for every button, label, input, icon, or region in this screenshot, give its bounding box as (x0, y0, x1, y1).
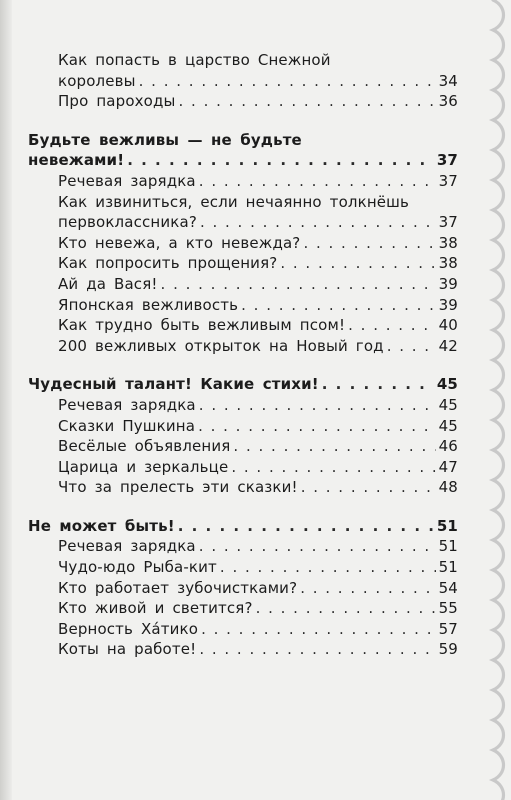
entry-title-text: Кто невежа, а кто невежда? (58, 233, 301, 252)
page-gutter-shadow (0, 0, 12, 800)
toc-entry (28, 336, 458, 357)
entry-title-text: Что за прелесть эти сказки! (58, 478, 298, 497)
page-number: 54 (438, 578, 458, 597)
page-number: 48 (438, 478, 458, 497)
page-number: 57 (438, 619, 458, 638)
dot-leader (199, 536, 436, 557)
toc-entry (28, 416, 458, 437)
toc-section (28, 130, 458, 357)
toc-entry (28, 436, 458, 457)
dot-leader (139, 71, 436, 92)
toc-entry (28, 578, 458, 599)
section-title-text: Не может быть! (28, 516, 175, 535)
entry-title-text: Царица и зеркальце (58, 457, 229, 476)
page-number: 38 (438, 254, 458, 273)
page-number: 39 (438, 295, 458, 314)
section-header (28, 374, 458, 395)
dot-leader (300, 578, 435, 599)
page-number: 45 (438, 395, 458, 414)
toc-entry (28, 395, 458, 416)
dot-leader (348, 315, 435, 336)
toc-entry (28, 315, 458, 336)
toc-line (58, 336, 458, 357)
dot-leader (233, 436, 435, 457)
page-number: 51 (438, 558, 458, 577)
toc-line (58, 91, 458, 112)
toc-line (28, 150, 458, 171)
toc-line (58, 639, 458, 660)
dot-leader (161, 274, 436, 295)
page-number: 45 (436, 375, 458, 394)
toc-section (28, 50, 458, 112)
toc-entry (28, 253, 458, 274)
entry-title-text: Как трудно быть вежливым псом! (58, 316, 346, 335)
entry-title-text: первоклассника? (58, 213, 197, 232)
page-number: 51 (436, 516, 458, 535)
toc-line (58, 212, 458, 233)
page-number: 51 (438, 537, 458, 556)
entry-title-text: Кто работает зубочистками? (58, 578, 298, 597)
entry-title-text: Речевая зарядка (58, 395, 196, 414)
toc-entry (28, 536, 458, 557)
dot-leader (201, 619, 436, 640)
entry-title-text: Японская вежливость (58, 295, 239, 314)
toc-line (58, 295, 458, 316)
section-title-text: Чудесный талант! Какие стихи! (28, 375, 319, 394)
dot-leader (200, 212, 436, 233)
toc-line (58, 315, 458, 336)
toc-entry (28, 639, 458, 660)
section-header (28, 130, 458, 171)
dot-leader (231, 457, 435, 478)
page-number: 37 (438, 213, 458, 232)
page-number: 46 (438, 437, 458, 456)
section-header (28, 516, 458, 537)
toc-line (58, 395, 458, 416)
toc-entry (28, 274, 458, 295)
toc-entry (28, 598, 458, 619)
entry-title-text: 200 вежливых открыток на Новый год (58, 336, 384, 355)
entry-title-text: Весёлые объявления (58, 437, 231, 456)
toc-line (58, 436, 458, 457)
toc-section (28, 374, 458, 498)
toc-line (58, 536, 458, 557)
toc-line (58, 274, 458, 295)
page-number: 36 (438, 92, 458, 111)
page-number: 47 (438, 457, 458, 476)
dot-leader (387, 336, 436, 357)
dot-leader (322, 374, 434, 395)
toc-entry (28, 171, 458, 192)
section-title-text: Будьте вежливы — не будьте (28, 130, 302, 149)
dot-leader (303, 233, 435, 254)
dot-leader (301, 477, 436, 498)
dot-leader (199, 171, 436, 192)
entry-title-text: Ай да Вася! (58, 274, 158, 293)
toc-section (28, 516, 458, 660)
toc-line (58, 619, 458, 640)
page-number: 55 (438, 599, 458, 618)
toc-line (58, 416, 458, 437)
entry-title-text: Сказки Пушкина (58, 416, 196, 435)
dot-leader (241, 295, 435, 316)
toc-entry (28, 557, 458, 578)
entry-title-text: Верность Ха́тико (58, 619, 199, 638)
entry-title-text: Коты на работе! (58, 640, 197, 659)
toc-line (58, 598, 458, 619)
toc-entry (28, 619, 458, 640)
dot-leader (199, 395, 436, 416)
toc-line (28, 516, 458, 537)
toc-line (58, 578, 458, 599)
entry-title-text: Речевая зарядка (58, 171, 196, 190)
toc-entry (28, 477, 458, 498)
entry-title-text: Как извиниться, если нечаянно толкнёшь (58, 192, 410, 211)
page-number: 38 (438, 233, 458, 252)
entry-title-text: королевы (58, 71, 136, 90)
entry-title-text: Как попросить прощения? (58, 254, 278, 273)
toc-line (58, 457, 458, 478)
dot-leader (127, 150, 434, 171)
toc-line (58, 171, 458, 192)
entry-title-text: Кто живой и светится? (58, 599, 253, 618)
toc-line (58, 253, 458, 274)
page-number: 40 (438, 316, 458, 335)
dot-leader (256, 598, 436, 619)
toc-line (58, 71, 458, 92)
dot-leader (280, 253, 435, 274)
toc-entry (28, 50, 458, 91)
toc-line (28, 374, 458, 395)
dot-leader (178, 516, 434, 537)
toc-line (58, 233, 458, 254)
entry-title-text: Речевая зарядка (58, 537, 196, 556)
toc-entry (28, 295, 458, 316)
entry-title-text: Чудо-юдо Рыба-кит (58, 558, 217, 577)
toc-entry (28, 457, 458, 478)
entry-title-text: Про пароходы (58, 92, 176, 111)
page-number: 45 (438, 416, 458, 435)
toc-entry (28, 192, 458, 233)
toc-entry (28, 233, 458, 254)
table-of-contents (28, 50, 458, 678)
dot-leader (220, 557, 436, 578)
page-number: 34 (438, 71, 458, 90)
decorative-wave-border (467, 0, 511, 800)
toc-entry (28, 91, 458, 112)
entry-title-text: Как попасть в царство Снежной (58, 51, 331, 69)
dot-leader (179, 91, 436, 112)
page-number: 37 (438, 171, 458, 190)
toc-line (58, 477, 458, 498)
dot-leader (199, 639, 435, 660)
page-number: 39 (438, 274, 458, 293)
page-number: 59 (438, 640, 458, 659)
dot-leader (198, 416, 436, 437)
page-number: 42 (438, 336, 458, 355)
toc-line (58, 557, 458, 578)
page-number: 37 (436, 151, 458, 170)
section-title-text: невежами! (28, 151, 125, 170)
